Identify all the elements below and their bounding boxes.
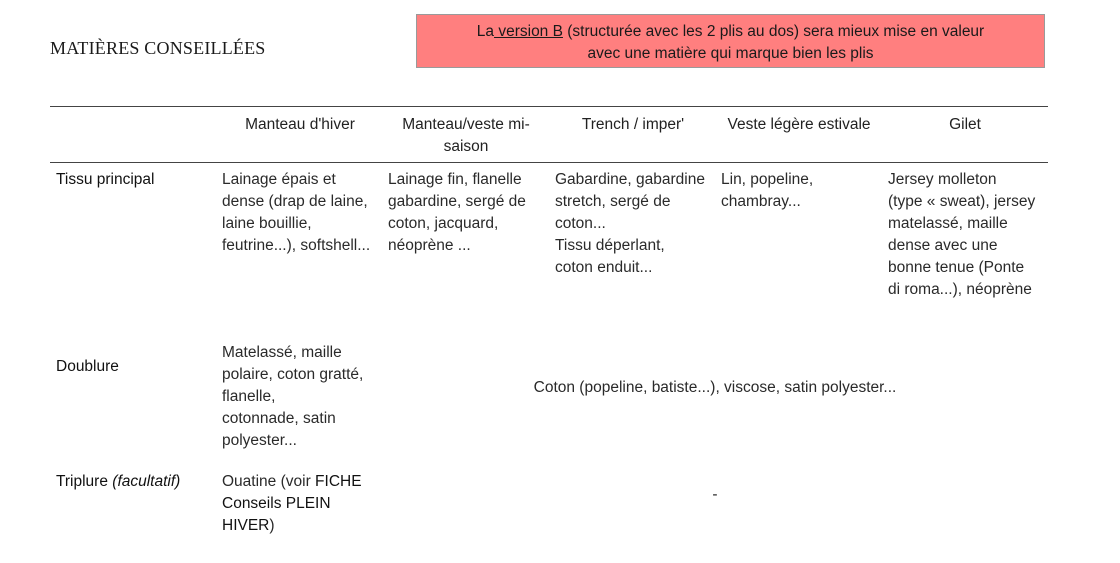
note-box bbox=[416, 14, 1045, 68]
row-label-triplure bbox=[56, 471, 180, 493]
cell-tissu-veste-estivale bbox=[721, 169, 813, 213]
cell-line: dense avec une bbox=[888, 237, 998, 254]
cell-line: Lainage fin, flanelle bbox=[388, 171, 522, 188]
cell-line: dense (drap de laine, bbox=[222, 193, 368, 210]
header-trench: Trench / imper' bbox=[581, 116, 685, 133]
header-manteau-hiver: Manteau d'hiver bbox=[245, 116, 355, 133]
cell-tissu-manteau-hiver bbox=[222, 169, 370, 257]
cell-triplure-merged: - bbox=[712, 486, 718, 503]
note-prefix: La bbox=[476, 23, 495, 40]
table-top-rule bbox=[50, 106, 1048, 107]
cell-line: Lin, popeline, bbox=[721, 171, 814, 188]
fiche-link-part-3[interactable]: HIVER bbox=[222, 517, 270, 534]
header-veste-estivale: Veste légère estivale bbox=[727, 116, 871, 133]
fiche-link-part-1[interactable]: FICHE bbox=[315, 473, 362, 490]
note-line-2: avec une matière qui marque bien les plis bbox=[587, 45, 874, 62]
cell-line: Matelassé, maille bbox=[222, 344, 342, 361]
cell-line: néoprène ... bbox=[388, 237, 471, 254]
triplure-line-1 bbox=[222, 471, 362, 493]
cell-line: stretch, sergé de bbox=[555, 193, 671, 210]
triplure-label-note: (facultatif) bbox=[112, 473, 181, 490]
cell-line: Tissu déperlant, bbox=[555, 237, 665, 254]
cell-line: cotonnade, satin bbox=[222, 410, 336, 427]
header-manteau-mi-saison: Manteau/veste mi-saison bbox=[402, 116, 530, 155]
cell-line: gabardine, sergé de bbox=[388, 193, 526, 210]
cell-line: di roma...), néoprène bbox=[888, 281, 1032, 298]
cell-line: chambray... bbox=[721, 193, 801, 210]
header-gilet: Gilet bbox=[949, 116, 981, 133]
triplure-line-3 bbox=[222, 515, 362, 537]
cell-triplure-manteau-hiver bbox=[222, 471, 362, 537]
triplure-plain-text: Ouatine (voir bbox=[222, 473, 316, 490]
note-line-1 bbox=[417, 21, 1044, 43]
triplure-close-paren: ) bbox=[269, 517, 275, 534]
cell-doublure-manteau-hiver bbox=[222, 342, 363, 452]
fiche-link-part-2[interactable]: Conseils PLEIN bbox=[222, 495, 331, 512]
cell-line: bonne tenue (Ponte bbox=[888, 259, 1025, 276]
cell-tissu-mi-saison bbox=[388, 169, 526, 257]
cell-doublure-merged: Coton (popeline, batiste...), viscose, satin polyester... bbox=[533, 379, 897, 396]
version-b-link[interactable]: version B bbox=[494, 23, 563, 40]
cell-line: coton enduit... bbox=[555, 259, 653, 276]
page-title: MATIÈRES CONSEILLÉES bbox=[50, 38, 266, 58]
triplure-label-text: Triplure bbox=[56, 473, 108, 490]
cell-line: Jersey molleton bbox=[888, 171, 997, 188]
cell-line: matelassé, maille bbox=[888, 215, 1008, 232]
table-header-rule bbox=[50, 162, 1048, 163]
cell-line: (type « sweat), jersey bbox=[888, 193, 1036, 210]
cell-line: coton, jacquard, bbox=[388, 215, 499, 232]
cell-line: flanelle, bbox=[222, 388, 276, 405]
row-label-doublure: Doublure bbox=[56, 358, 119, 375]
cell-line: polaire, coton gratté, bbox=[222, 366, 364, 383]
cell-tissu-gilet bbox=[888, 169, 1035, 301]
note-rest: (structurée avec les 2 plis au dos) sera mieux mise en valeur bbox=[562, 23, 985, 40]
cell-tissu-trench bbox=[555, 169, 705, 279]
cell-line: Gabardine, gabardine bbox=[555, 171, 705, 188]
cell-line: Lainage épais et bbox=[222, 171, 336, 188]
cell-line: polyester... bbox=[222, 432, 297, 449]
row-label-tissu-principal: Tissu principal bbox=[56, 171, 155, 188]
cell-line: feutrine...), softshell... bbox=[222, 237, 371, 254]
cell-line: coton... bbox=[555, 215, 606, 232]
cell-line: laine bouillie, bbox=[222, 215, 312, 232]
